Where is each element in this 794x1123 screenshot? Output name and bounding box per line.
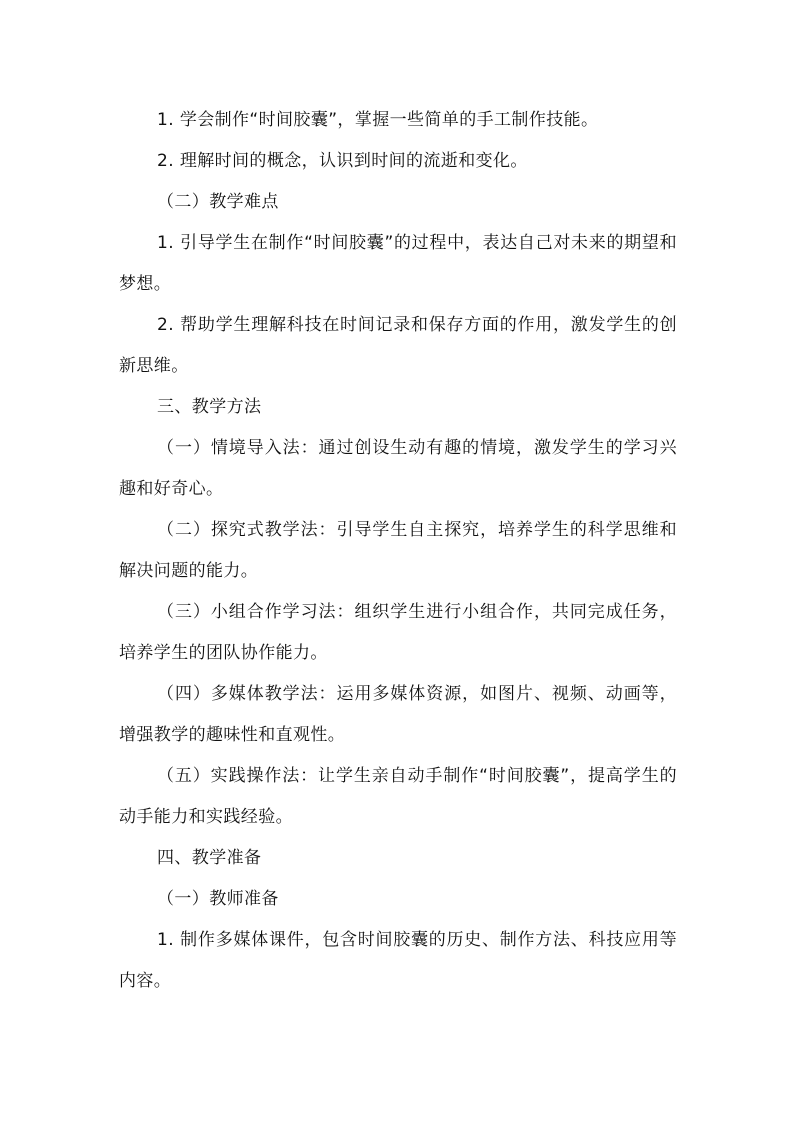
- paragraph-method-1: （一）情境导入法：通过创设生动有趣的情境，激发学生的学习兴趣和好奇心。: [119, 438, 677, 499]
- heading-teaching-difficulties: （二）教学难点: [157, 192, 279, 212]
- document-body: [119, 100, 677, 1002]
- paragraph-method-2: （二）探究式教学法：引导学生自主探究，培养学生的科学思维和解决问题的能力。: [119, 520, 677, 581]
- heading-teaching-preparation: 四、教学准备: [157, 848, 262, 868]
- paragraph-objective-1: 1. 学会制作“时间胶囊”，掌握一些简单的手工制作技能。: [157, 110, 599, 130]
- paragraph-objective-2: 2. 理解时间的概念，认识到时间的流逝和变化。: [157, 151, 528, 171]
- paragraph-method-3: （三）小组合作学习法：组织学生进行小组合作，共同完成任务，培养学生的团队协作能力。: [119, 602, 677, 663]
- paragraph-preparation-1: 1. 制作多媒体课件，包含时间胶囊的历史、制作方法、科技应用等内容。: [119, 930, 677, 991]
- paragraph-difficulty-2: 2. 帮助学生理解科技在时间记录和保存方面的作用，激发学生的创新思维。: [119, 315, 677, 376]
- paragraph-method-4: （四）多媒体教学法：运用多媒体资源，如图片、视频、动画等，增强教学的趣味性和直观性。: [119, 684, 677, 745]
- paragraph-difficulty-1: 1. 引导学生在制作“时间胶囊”的过程中，表达自己对未来的期望和梦想。: [119, 233, 677, 294]
- heading-teaching-methods: 三、教学方法: [157, 397, 262, 417]
- heading-teacher-preparation: （一）教师准备: [157, 889, 279, 909]
- paragraph-method-5: （五）实践操作法：让学生亲自动手制作“时间胶囊”，提高学生的动手能力和实践经验。: [119, 766, 677, 827]
